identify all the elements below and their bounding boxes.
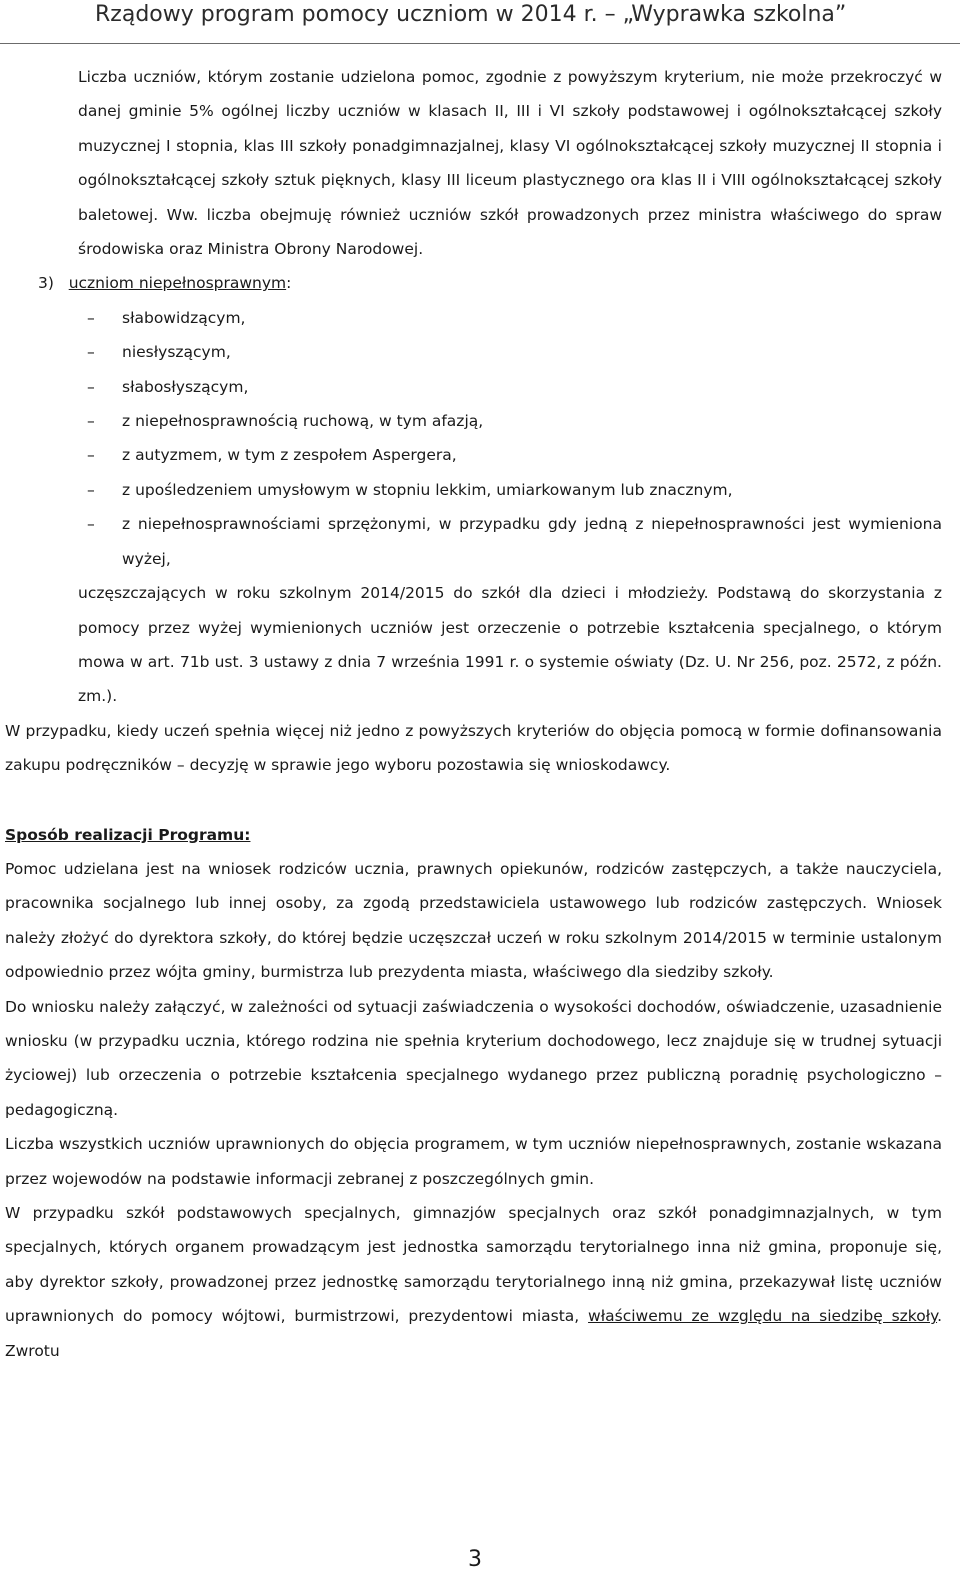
realization-last-paragraph bbox=[5, 1196, 942, 1368]
section-3-heading bbox=[38, 266, 942, 300]
list-item-text: słabosłyszącym, bbox=[122, 377, 249, 396]
list-item bbox=[5, 404, 942, 438]
multi-criteria-paragraph: W przypadku, kiedy uczeń spełnia więcej niż jedno z powyższych kryteriów do objęcia pomocą w formie dofinansowania zakupu podręczników – decyzję w sprawie jego wyboru pozostawia się wnioskodawcy. bbox=[5, 721, 942, 775]
dash-bullet: – bbox=[87, 412, 95, 431]
section-3-term: uczniom niepełnosprawnym bbox=[68, 274, 287, 293]
list-item-text: słabowidzącym, bbox=[122, 308, 246, 327]
list-item bbox=[5, 335, 942, 369]
dash-bullet: – bbox=[87, 377, 95, 396]
section-3-colon: : bbox=[286, 274, 292, 293]
list-item bbox=[5, 473, 942, 507]
realization-heading: Sposób realizacji Programu: bbox=[5, 825, 251, 844]
last-paragraph-text: W przypadku szkół podstawowych specjalnych, gimnazjów specjalnych oraz szkół ponadgimnazjalnych, w tym specjalnych, których organem prowadzącym jest jednostka samorządu terytorialnego inna niż gmina, proponuje się, aby dyrektor szkoły, prowadzonej przez jednostkę samorządu terytorialnego inną niż gmina, przekazywał listę uczniów uprawnionych do pomocy wójtowi, burmistrzowi, prezydentowi miasta, bbox=[5, 1204, 942, 1326]
list-item bbox=[5, 370, 942, 404]
dash-bullet: – bbox=[87, 480, 95, 499]
section-3-closing: uczęszczających w roku szkolnym 2014/2015 do szkół dla dzieci i młodzieży. Podstawą do skorzystania z pomocy przez wyżej wymienionych uczniów jest orzeczenie o potrzebie kształcenia specjalnego, o którym mowa w art. 71b ust. 3 ustawy z dnia 7 września 1991 r. o systemie oświaty (Dz. U. Nr 256, poz. 2572, z późn. zm.). bbox=[78, 584, 942, 706]
realization-paragraph: Liczba wszystkich uczniów uprawnionych do objęcia programem, w tym uczniów niepełnosprawnych, zostanie wskazana przez wojewodów na podstawie informacji zebranej z poszczególnych gmin. bbox=[5, 1135, 942, 1188]
list-item-text: z autyzmem, w tym z zespołem Aspergera, bbox=[122, 446, 457, 465]
list-item bbox=[5, 507, 942, 576]
list-item-text: z niepełnosprawnością ruchową, w tym afazją, bbox=[122, 412, 484, 431]
list-item-text: niesłyszącym, bbox=[122, 343, 231, 362]
realization-paragraph: Do wniosku należy załączyć, w zależności od sytuacji zaświadczenia o wysokości dochodów, oświadczenie, uzasadnienie wniosku (w przypadku ucznia, którego rodzina nie spełnia kryterium dochodowego, lecz znajduje się w trudnej sytuacji życiowej) lub orzeczenia o potrzebie kształcenia specjalnego wydanego przez publiczną poradnię psychologiczno – pedagogiczną. bbox=[5, 997, 942, 1119]
page-number: 3 bbox=[468, 1547, 482, 1572]
dash-bullet: – bbox=[87, 308, 95, 327]
dash-bullet: – bbox=[87, 446, 95, 465]
realization-paragraph: Pomoc udzielana jest na wniosek rodziców ucznia, prawnych opiekunów, rodziców zastępczych, a także nauczyciela, pracownika socjalnego lub innej osoby, za zgodą przedstawiciela ustawowego lub rodziców zastępczych. Wniosek należy złożyć do dyrektora szkoły, do której będzie uczęszczał uczeń w roku szkolnym 2014/2015 w terminie ustalonym odpowiednio przez wójta gminy, burmistrza lub prezydenta miasta, właściwego dla siedziby szkoły. bbox=[5, 859, 942, 982]
last-paragraph-underlined: właściwemu ze względu na siedzibę szkoły bbox=[588, 1307, 938, 1326]
document-body bbox=[5, 60, 942, 1368]
last-paragraph-tail: . Zwrotu bbox=[5, 1307, 942, 1360]
list-item-text: z upośledzeniem umysłowym w stopniu lekkim, umiarkowanym lub znacznym, bbox=[122, 480, 733, 499]
disability-list bbox=[5, 301, 942, 576]
dash-bullet: – bbox=[87, 343, 95, 362]
section-spacer bbox=[5, 783, 942, 818]
list-item bbox=[5, 301, 942, 335]
page-header-title: Rządowy program pomocy uczniom w 2014 r. – „Wyprawka szkolna” bbox=[95, 2, 847, 27]
dash-bullet: – bbox=[87, 515, 95, 534]
list-item-text: z niepełnosprawnościami sprzężonymi, w przypadku gdy jedną z niepełnosprawności jest wymieniona wyżej, bbox=[122, 515, 942, 568]
list-item bbox=[5, 438, 942, 472]
header-divider bbox=[0, 43, 960, 44]
section-3-number: 3) bbox=[38, 274, 54, 293]
intro-paragraph: Liczba uczniów, którym zostanie udzielona pomoc, zgodnie z powyższym kryterium, nie może przekroczyć w danej gminie 5% ogólnej liczby uczniów w klasach II, III i VI szkoły podstawowej i ogólnokształcącej szkoły muzycznej I stopnia, klas III szkoły ponadgimnazjalnej, klasy VI ogólnokształcącej szkoły muzycznej II stopnia i ogólnokształcącej szkoły sztuk pięknych, klasy III liceum plastycznego ora klas II i VIII ogólnokształcącej szkoły baletowej. Ww. liczba obejmuję również uczniów szkół prowadzonych przez ministra właściwego do spraw środowiska oraz Ministra Obrony Narodowej. bbox=[78, 68, 942, 259]
